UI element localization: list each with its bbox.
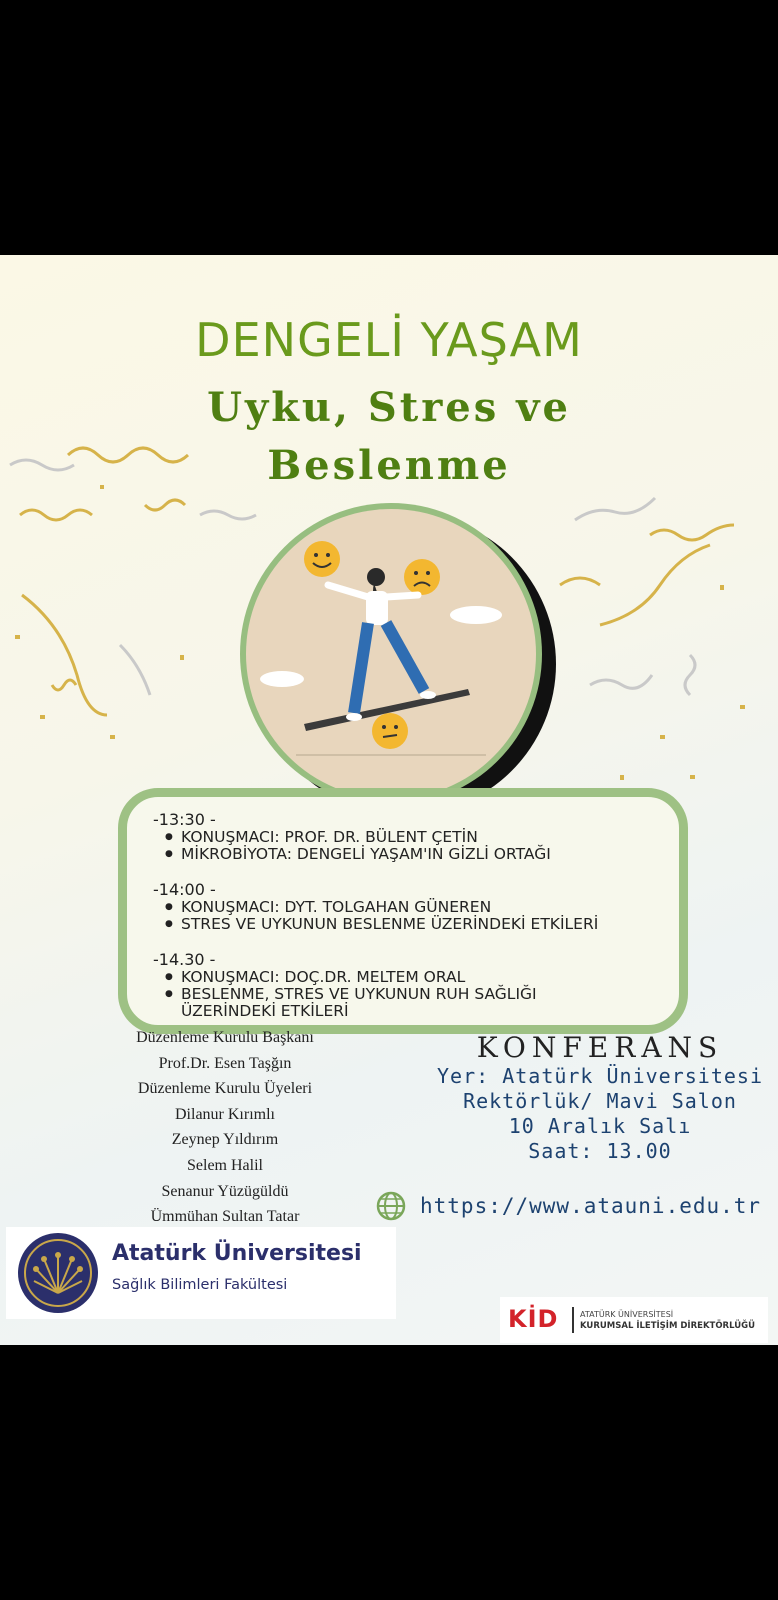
kid-logo: KİD bbox=[508, 1305, 559, 1333]
schedule-box bbox=[118, 788, 688, 1034]
slot-speaker: ● KONUŞMACI: DOÇ.DR. MELTEM ORAL bbox=[153, 969, 573, 986]
schedule-slot-3 bbox=[153, 951, 573, 1020]
kid-logo-block bbox=[500, 1297, 768, 1343]
neutral-face-icon bbox=[372, 713, 408, 749]
schedule-slot-2 bbox=[153, 881, 598, 933]
website-url[interactable]: https://www.atauni.edu.tr bbox=[420, 1194, 762, 1218]
university-emblem-icon bbox=[16, 1231, 100, 1315]
logo-divider bbox=[572, 1307, 574, 1333]
slot-time: -14.30 - bbox=[153, 950, 216, 969]
committee-member: Dilanur Kırımlı bbox=[175, 1105, 275, 1123]
globe-icon bbox=[376, 1191, 406, 1221]
balancing-woman-illustration bbox=[246, 509, 536, 799]
committee-member: Selem Halil bbox=[187, 1156, 263, 1174]
organizing-committee bbox=[110, 1025, 340, 1230]
website-link[interactable] bbox=[376, 1191, 761, 1221]
university-logo-block bbox=[6, 1227, 396, 1319]
conference-title: KONFERANS bbox=[476, 1031, 724, 1064]
illustration-circle bbox=[246, 509, 536, 799]
sad-face-icon bbox=[404, 559, 440, 595]
slot-speaker: ● KONUŞMACI: DYT. TOLGAHAN GÜNEREN bbox=[153, 899, 598, 916]
slot-time: -14:00 - bbox=[153, 880, 216, 899]
schedule-slot-1 bbox=[153, 811, 551, 863]
committee-chair-title: Düzenleme Kurulu Başkanı bbox=[136, 1029, 314, 1046]
committee-member: Senanur Yüzügüldü bbox=[161, 1182, 289, 1200]
committee-member: Zeynep Yıldırım bbox=[171, 1131, 279, 1149]
faculty-name: Sağlık Bilimleri Fakültesi bbox=[112, 1277, 288, 1293]
subtitle-line-1: Uyku, Stres ve bbox=[207, 384, 571, 431]
slot-topic: ● STRES VE UYKUNUN BESLENME ÜZERİNDEKİ ETKİLERİ bbox=[153, 916, 598, 933]
committee-members-title: Düzenleme Kurulu Üyeleri bbox=[137, 1080, 313, 1098]
event-date: 10 Aralık Salı bbox=[508, 1114, 692, 1138]
balance-illustration bbox=[240, 503, 542, 805]
subtitle-line-2: Beslenme bbox=[267, 442, 511, 489]
slot-topic: ● BESLENME, STRES VE UYKUNUN RUH SAĞLIĞI ÜZERİNDEKİ ETKİLERİ bbox=[153, 986, 573, 1020]
slot-time: -13:30 - bbox=[153, 810, 216, 829]
kid-directorate-label: KURUMSAL İLETİŞİM DİREKTÖRLÜĞÜ bbox=[580, 1321, 755, 1331]
slot-topic: ● MİKROBİYOTA: DENGELİ YAŞAM'IN GİZLİ ORTAĞI bbox=[153, 846, 551, 863]
venue-line-2: Rektörlük/ Mavi Salon bbox=[463, 1089, 737, 1113]
committee-chair-name: Prof.Dr. Esen Taşğın bbox=[158, 1054, 292, 1072]
university-name: Atatürk Üniversitesi bbox=[112, 1241, 362, 1266]
committee-member: Ümmühan Sultan Tatar bbox=[150, 1208, 300, 1226]
kid-university-label: ATATÜRK ÜNİVERSİTESİ bbox=[580, 1310, 674, 1319]
conference-info bbox=[420, 1031, 778, 1164]
poster-subtitle bbox=[0, 379, 778, 495]
happy-face-icon bbox=[304, 541, 340, 577]
venue-line-1: Yer: Atatürk Üniversitesi bbox=[436, 1064, 764, 1088]
event-poster bbox=[0, 255, 778, 1345]
event-time: Saat: 13.00 bbox=[528, 1139, 672, 1163]
slot-speaker: ● KONUŞMACI: PROF. DR. BÜLENT ÇETİN bbox=[153, 829, 551, 846]
poster-title: DENGELİ YAŞAM bbox=[195, 313, 583, 367]
